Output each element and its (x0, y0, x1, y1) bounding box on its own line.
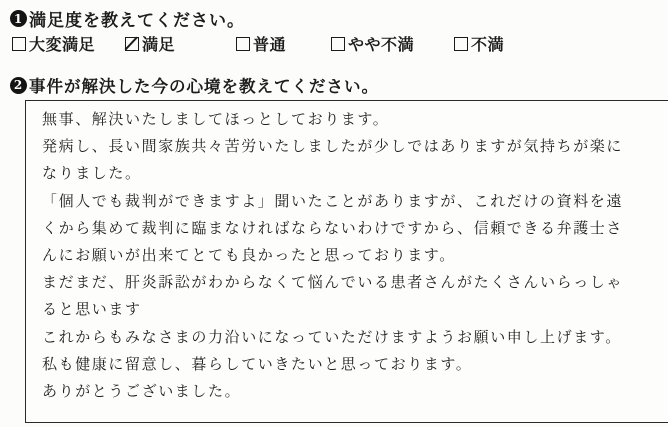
satisfaction-options-row (0, 32, 668, 56)
question-2-heading (10, 73, 379, 97)
checkbox-slightly-dissatisfied[interactable] (331, 37, 345, 51)
option-satisfied[interactable] (125, 32, 175, 55)
response-line: ありがとうございました。 (42, 382, 242, 401)
option-dissatisfied-label: 不満 (471, 35, 505, 54)
option-normal-label: 普通 (253, 35, 287, 54)
response-line: これからもみなさまの力沿いになっていただけますようお願い申し上げます。 (42, 327, 622, 346)
checkbox-very-satisfied[interactable] (12, 37, 26, 51)
response-line: 「個人でも裁判ができますよ」聞いたことがありますが、これだけの資料を遠 (42, 191, 624, 210)
checkbox-dissatisfied[interactable] (454, 37, 468, 51)
response-line: くから集めて裁判に臨まなければならないわけですから、信頼できる弁護士さ (42, 218, 624, 237)
question-1-heading (10, 6, 245, 31)
response-line: なりました。 (42, 164, 142, 183)
response-box (25, 100, 668, 423)
response-line: んにお願いが出来てとても良かったと思っております。 (42, 246, 456, 265)
response-line: 無事、解決いたしましてほっとしております。 (42, 110, 390, 128)
question-1-text: 満足度を教えてください。 (29, 11, 245, 31)
option-normal[interactable] (236, 32, 286, 55)
checkbox-satisfied[interactable] (125, 37, 139, 51)
response-line: ると思います (42, 300, 142, 319)
option-satisfied-label: 満足 (142, 35, 176, 54)
response-line: 発病し、長い間家族共々苦労いたしましたが少しではありますが気持ちが楽に (42, 137, 624, 156)
checkbox-normal[interactable] (236, 37, 250, 51)
option-very-satisfied[interactable] (12, 32, 95, 55)
option-slightly-dissatisfied[interactable] (331, 32, 414, 55)
question-1-number-icon: 1 (10, 10, 27, 27)
question-2-number-icon: 2 (10, 77, 27, 94)
response-line: 私も健康に留意し、暮らしていきたいと思っております。 (42, 354, 473, 373)
option-slightly-dissatisfied-label: やや不満 (348, 35, 415, 54)
question-2-text: 事件が解決した今の心境を教えてください。 (29, 77, 379, 96)
response-line: まだまだ、肝炎訴訟がわからなくて悩んでいる患者さんがたくさんいらっしゃ (42, 273, 624, 292)
option-very-satisfied-label: 大変満足 (29, 35, 96, 54)
option-dissatisfied[interactable] (454, 32, 504, 55)
